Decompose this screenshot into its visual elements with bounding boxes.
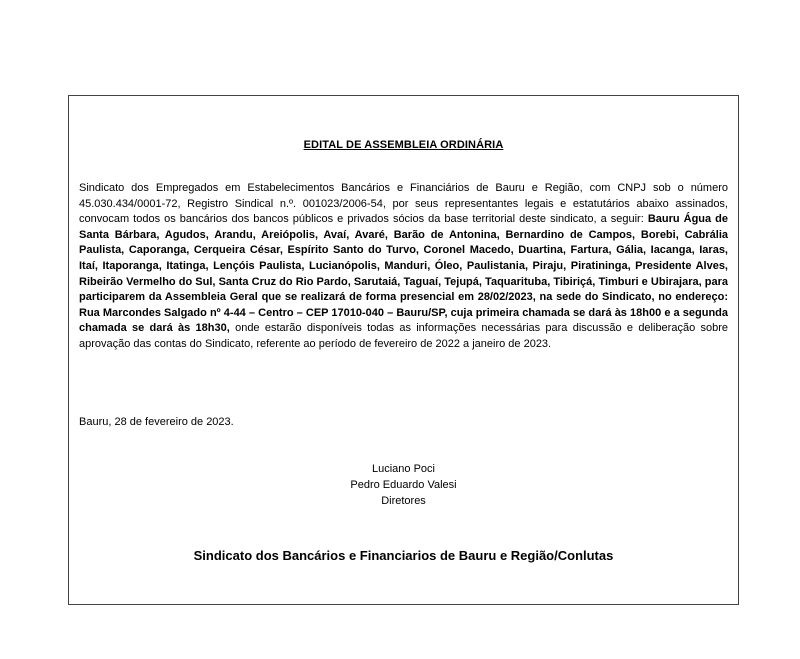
signers-block <box>69 461 738 509</box>
notice-title: EDITAL DE ASSEMBLEIA ORDINÁRIA <box>303 139 504 151</box>
footer-organization: Sindicato dos Bancários e Financiarios de Bauru e Região/Conlutas <box>193 548 614 563</box>
body-bold-section: Bauru Água de Santa Bárbara, Agudos, Arandu, Areiópolis, Avaí, Avaré, Barão de Antonina, Bernardino de Campos, Borebi, Cabrália Paulista, Caporanga, Cerqueira César, Espírito Santo do Turvo, Coronel Macedo, Duartina, Fartura, Gália, Iacanga, Iaras, Itaí, Itaporanga, Itatinga, Lençóis Paulista, Lucianópolis, Manduri, Óleo, Paulistania, Piraju, Piratininga, Presidente Alves, Ribeirão Vermelho do Sul, Santa Cruz do Rio Pardo, Sarutaiá, Taguaí, Tejupá, Taquarituba, Tibiriçá, Timburi e Ubirajara, para participarem da Assembleia Geral que se realizará de forma presencial em 28/02/2023, na sede do Sindicato, no endereço: Rua Marcondes Salgado nº 4-44 – Centro – CEP 17010-040 – Bauru/SP, cuja primeira chamada se dará às 18h00 e a segunda chamada se dará às 18h30, <box>79 213 729 335</box>
signer-name-2: Pedro Eduardo Valesi <box>350 479 457 491</box>
notice-body <box>79 181 728 353</box>
notice-frame <box>68 95 739 605</box>
date-line: Bauru, 28 de fevereiro de 2023. <box>79 416 234 428</box>
signer-name-1: Luciano Poci <box>372 463 435 475</box>
body-intro: Sindicato dos Empregados em Estabelecimentos Bancários e Financiários de Bauru e Região, com CNPJ sob o número 45.030.434/0001-72, Registro Sindical n.º. 001023/2006-54, por seus representantes legais e estatutários abaixo assinados, convocam todos os bancários dos bancos públicos e privados sócios da base territorial deste sindicato, a seguir: <box>79 182 728 226</box>
signer-role: Diretores <box>381 495 426 507</box>
body-closing: onde estarão disponíveis todas as informações necessárias para discussão e deliberação sobre aprovação das contas do Sindicato, referente ao período de fevereiro de 2022 a janeiro de 2023. <box>79 322 728 350</box>
